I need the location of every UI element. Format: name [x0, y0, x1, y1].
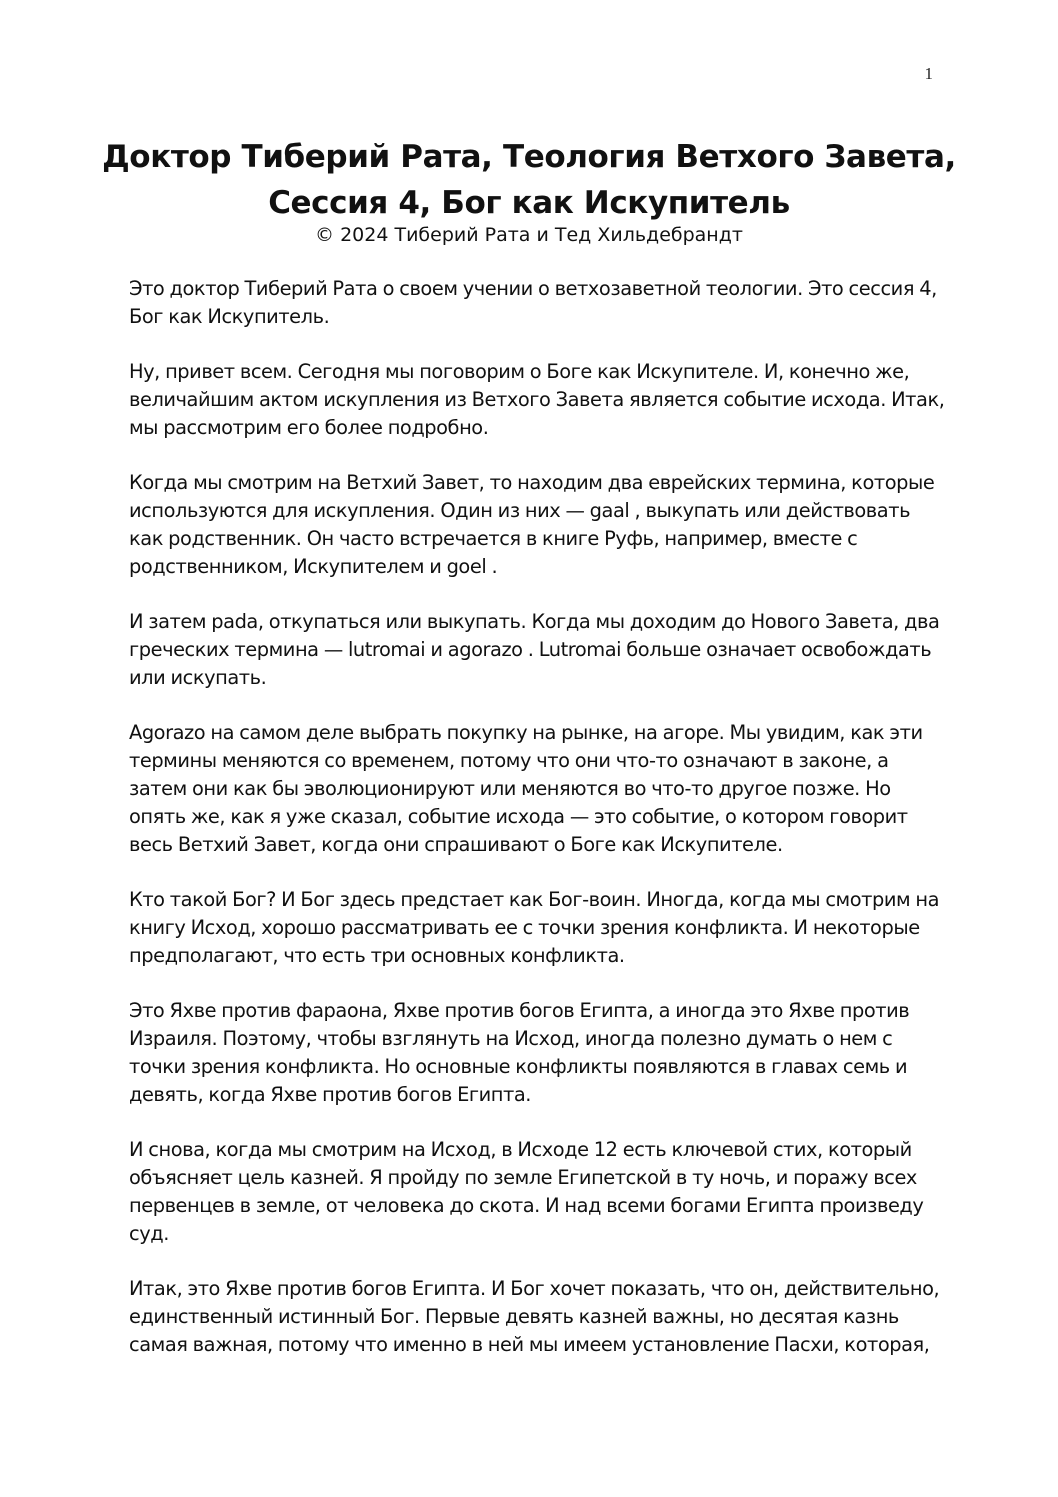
- document-body: [129, 275, 949, 1386]
- title-line-1: Доктор Тиберий Рата, Теология Ветхого Завета,: [102, 139, 956, 175]
- paragraph-9: Итак, это Яхве против богов Египта. И Бог хочет показать, что он, действительно, единственный истинный Бог. Первые девять казней важны, но десятая казнь самая важная, потому что именно в ней мы имеем установление Пасхи, которая,: [129, 1277, 940, 1356]
- paragraph-2: Ну, привет всем. Сегодня мы поговорим о Боге как Искупителе. И, конечно же, величайшим актом искупления из Ветхого Завета является событие исхода. Итак, мы рассмотрим его более подробно.: [129, 360, 945, 439]
- paragraph-8: И снова, когда мы смотрим на Исход, в Исходе 12 есть ключевой стих, который объясняет цель казней. Я пройду по земле Египетской в ту ночь, и поражу всех первенцев в земле, от человека до скота. И над всеми богами Египта произведу суд.: [129, 1138, 924, 1245]
- paragraph-7: Это Яхве против фараона, Яхве против богов Египта, а иногда это Яхве против Израиля. Поэтому, чтобы взглянуть на Исход, иногда полезно думать о нем с точки зрения конфликта. Но основные конфликты появляются в главах семь и девять, когда Яхве против богов Египта.: [129, 999, 910, 1106]
- paragraph-4: И затем pada, откупаться или выкупать. Когда мы доходим до Нового Завета, два греческих термина — lutromai и agorazo . Lutromai больше означает освобождать или искупать.: [129, 610, 940, 689]
- title-line-2: Сессия 4, Бог как Искупитель: [268, 185, 790, 221]
- paragraph-1: Это доктор Тиберий Рата о своем учении о ветхозаветной теологии. Это сессия 4, Бог как Искупитель.: [129, 277, 937, 328]
- copyright-line: © 2024 Тиберий Рата и Тед Хильдебрандт: [315, 224, 743, 246]
- paragraph-6: Кто такой Бог? И Бог здесь предстает как Бог-воин. Иногда, когда мы смотрим на книгу Исход, хорошо рассматривать ее с точки зрения конфликта. И некоторые предполагают, что есть три основных конфликта.: [129, 888, 940, 967]
- page-number: 1: [924, 64, 933, 83]
- paragraph-5: Agorazo на самом деле выбрать покупку на рынке, на агоре. Мы увидим, как эти термины меняются со временем, потому что они что-то означают в законе, а затем они как бы эволюционируют или меняются во что-то другое позже. Но опять же, как я уже сказал, событие исхода — это событие, о котором говорит весь Ветхий Завет, когда они спрашивают о Боге как Искупителе.: [129, 721, 923, 856]
- paragraph-3: Когда мы смотрим на Ветхий Завет, то находим два еврейских термина, которые используются для искупления. Один из них — gaal , выкупать или действовать как родственник. Он часто встречается в книге Руфь, например, вместе с родственником, Искупителем и goel .: [129, 471, 935, 578]
- document-title: [100, 134, 958, 226]
